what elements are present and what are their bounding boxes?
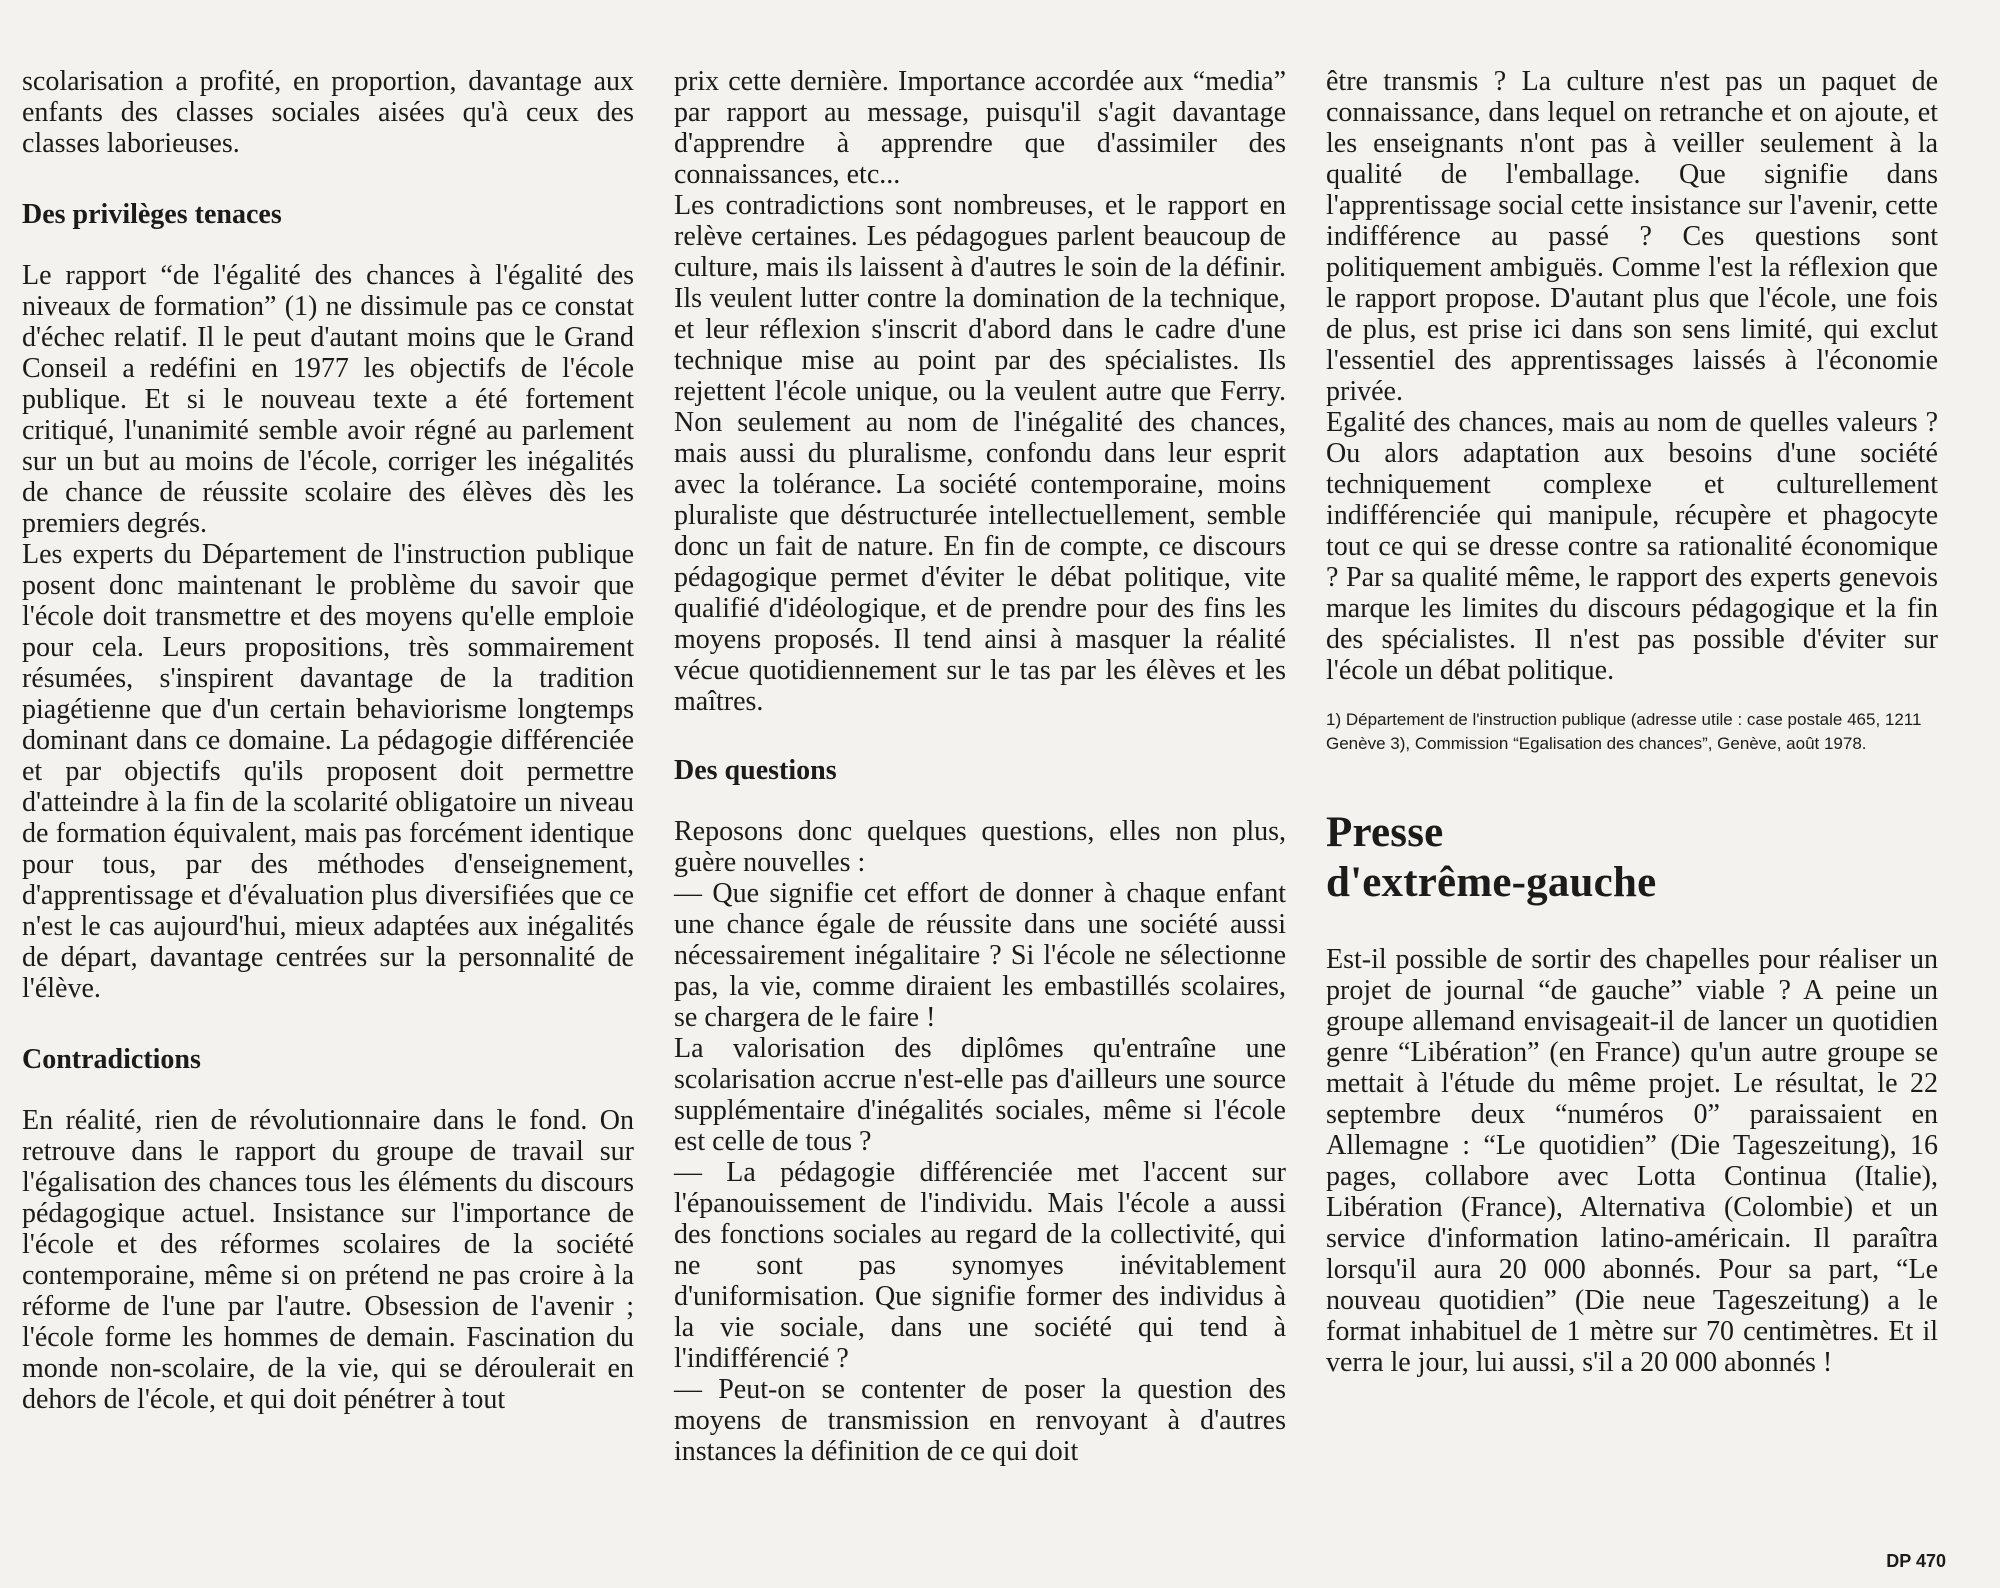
question-item: — Que signifie cet effort de donner à chaque enfant une chance égale de réussite dans une société aussi nécessairement inégalitaire ? Si l'école ne sélectionne pas, la vie, comme diraient les embastillés scolaires, se chargera de le faire ! xyxy=(674,878,1286,1033)
paragraph: En réalité, rien de révolutionnaire dans le fond. On retrouve dans le rapport du groupe de travail sur l'égalisation des chances tous les éléments du discours pédagogique actuel. Insistance sur l'importance de l'école et des réformes scolaires de la société contemporaine, même si on prétend ne pas croire à la réforme de l'une par l'autre. Obsession de l'avenir ; l'école forme les hommes de demain. Fascination du monde non-scolaire, de la vie, qui se déroulerait en dehors de l'école, et qui doit pénétrer à tout xyxy=(22,1105,634,1415)
article-title xyxy=(1326,808,1938,908)
section-heading-questions: Des questions xyxy=(674,755,837,786)
question-item: — La pédagogie différenciée met l'accent sur l'épanouissement de l'individu. Mais l'école a aussi des fonctions sociales au regard de la collectivité, qui ne sont pas synomyes inévitablement d'uniformisation. Que signifie former des individus à la vie sociale, dans une société qui tend à l'indifférencié ? xyxy=(674,1157,1286,1374)
paragraph: prix cette dernière. Importance accordée aux “media” par rapport au message, puisqu'il s'agit davantage d'apprendre à apprendre que d'assimiler des connaissances, etc... xyxy=(674,66,1286,190)
intro-paragraph: scolarisation a profité, en proportion, davantage aux enfants des classes sociales aisées qu'à ceux des classes laborieuses. xyxy=(22,66,634,159)
section-heading-contradictions: Contradictions xyxy=(22,1044,201,1075)
column-1 xyxy=(22,66,634,1415)
paragraph: Reposons donc quelques questions, elles non plus, guère nouvelles : xyxy=(674,816,1286,878)
footnote: 1) Département de l'instruction publique (adresse utile : case postale 465, 1211 Genève 3), Commission “Egalisation des chances”, Genève, août 1978. xyxy=(1326,710,1922,753)
paragraph: Les experts du Département de l'instruction publique posent donc maintenant le problème du savoir que l'école doit transmettre et des moyens qu'elle emploie pour cela. Leurs propositions, très sommairement résumées, s'inspirent davantage de la tradition piagétienne que d'un certain behaviorisme longtemps dominant dans ce domaine. La pédagogie différenciée et par objectifs qu'ils proposent doit permettre d'atteindre à la fin de la scolarité obligatoire un niveau de formation équivalent, mais pas forcément identique pour tous, par des méthodes d'enseignement, d'apprentissage et d'évaluation plus diversifiées que ce n'est le cas aujourd'hui, mieux adaptées aux inégalités de départ, davantage centrées sur la personnalité de l'élève. xyxy=(22,539,634,1004)
column-3 xyxy=(1326,66,1938,1378)
paragraph: La valorisation des diplômes qu'entraîne une scolarisation accrue n'est-elle pas d'ailleurs une source supplémentaire d'inégalités sociales, même si l'école est celle de tous ? xyxy=(674,1033,1286,1157)
paragraph: être transmis ? La culture n'est pas un paquet de connaissance, dans lequel on retranche et on ajoute, et les enseignants n'ont pas à veiller seulement à la qualité de l'emballage. Que signifie dans l'apprentissage social cette insistance sur l'avenir, cette indifférence au passé ? Ces questions sont politiquement ambiguës. Comme l'est la réflexion que le rapport propose. D'autant plus que l'école, une fois de plus, est prise ici dans son sens limité, qui exclut l'essentiel des apprentissages laissés à l'économie privée. xyxy=(1326,66,1938,407)
page-folio: DP 470 xyxy=(1886,1551,1946,1571)
section-heading-privileges: Des privilèges tenaces xyxy=(22,199,282,230)
column-2 xyxy=(674,66,1286,1467)
paragraph: Est-il possible de sortir des chapelles pour réaliser un projet de journal “de gauche” viable ? A peine un groupe allemand envisageait-il de lancer un quotidien genre “Libération” (en France) qu'un autre groupe se mettait à l'étude du même projet. Le résultat, le 22 septembre deux “numéros 0” paraissaient en Allemagne : “Le quotidien” (Die Tageszeitung), 16 pages, collabore avec Lotta Continua (Italie), Libération (France), Alternativa (Colombie) et un service d'information latino-américain. Il paraîtra lorsqu'il aura 20 000 abonnés. Pour sa part, “Le nouveau quotidien” (Die neue Tageszeitung) a le format inhabituel de 1 mètre sur 70 centimètres. Et il verra le jour, lui aussi, s'il a 20 000 abonnés ! xyxy=(1326,944,1938,1378)
paragraph: Egalité des chances, mais au nom de quelles valeurs ? Ou alors adaptation aux besoins d'une société techniquement complexe et culturellement indifférenciée qui manipule, récupère et phagocyte tout ce qui se dresse contre sa rationalité économique ? Par sa qualité même, le rapport des experts genevois marque les limites du discours pédagogique et la fin des spécialistes. Il n'est pas possible d'éviter sur l'école un débat politique. xyxy=(1326,407,1938,686)
article-title-line-2: d'extrême-gauche xyxy=(1326,859,1657,906)
paragraph: Les contradictions sont nombreuses, et le rapport en relève certaines. Les pédagogues parlent beaucoup de culture, mais ils laissent à d'autres le soin de la définir. Ils veulent lutter contre la domination de la technique, et leur réflexion s'inscrit d'abord dans le cadre d'une technique mise au point par des spécialistes. Ils rejettent l'école unique, ou la veulent autre que Ferry. Non seulement au nom de l'inégalité des chances, mais aussi du pluralisme, confondu dans leur esprit avec la tolérance. La société contemporaine, moins pluraliste que déstructurée intellectuellement, semble donc un fait de nature. En fin de compte, ce discours pédagogique permet d'éviter le débat politique, vite qualifié d'idéologique, et de prendre pour des fins les moyens proposés. Il tend ainsi à masquer la réalité vécue quotidiennement sur le tas par les élèves et les maîtres. xyxy=(674,190,1286,717)
paragraph: Le rapport “de l'égalité des chances à l'égalité des niveaux de formation” (1) ne dissimule pas ce constat d'échec relatif. Il le peut d'autant moins que le Grand Conseil a redéfini en 1977 les objectifs de l'école publique. Et si le nouveau texte a été fortement critiqué, l'unanimité semble avoir régné au parlement sur un but au moins de l'école, corriger les inégalités de chance de réussite scolaire des élèves dès les premiers degrés. xyxy=(22,260,634,539)
article-title-line-1: Presse xyxy=(1326,809,1444,856)
question-item: — Peut-on se contenter de poser la question des moyens de transmission en renvoyant à d'autres instances la définition de ce qui doit xyxy=(674,1374,1286,1467)
